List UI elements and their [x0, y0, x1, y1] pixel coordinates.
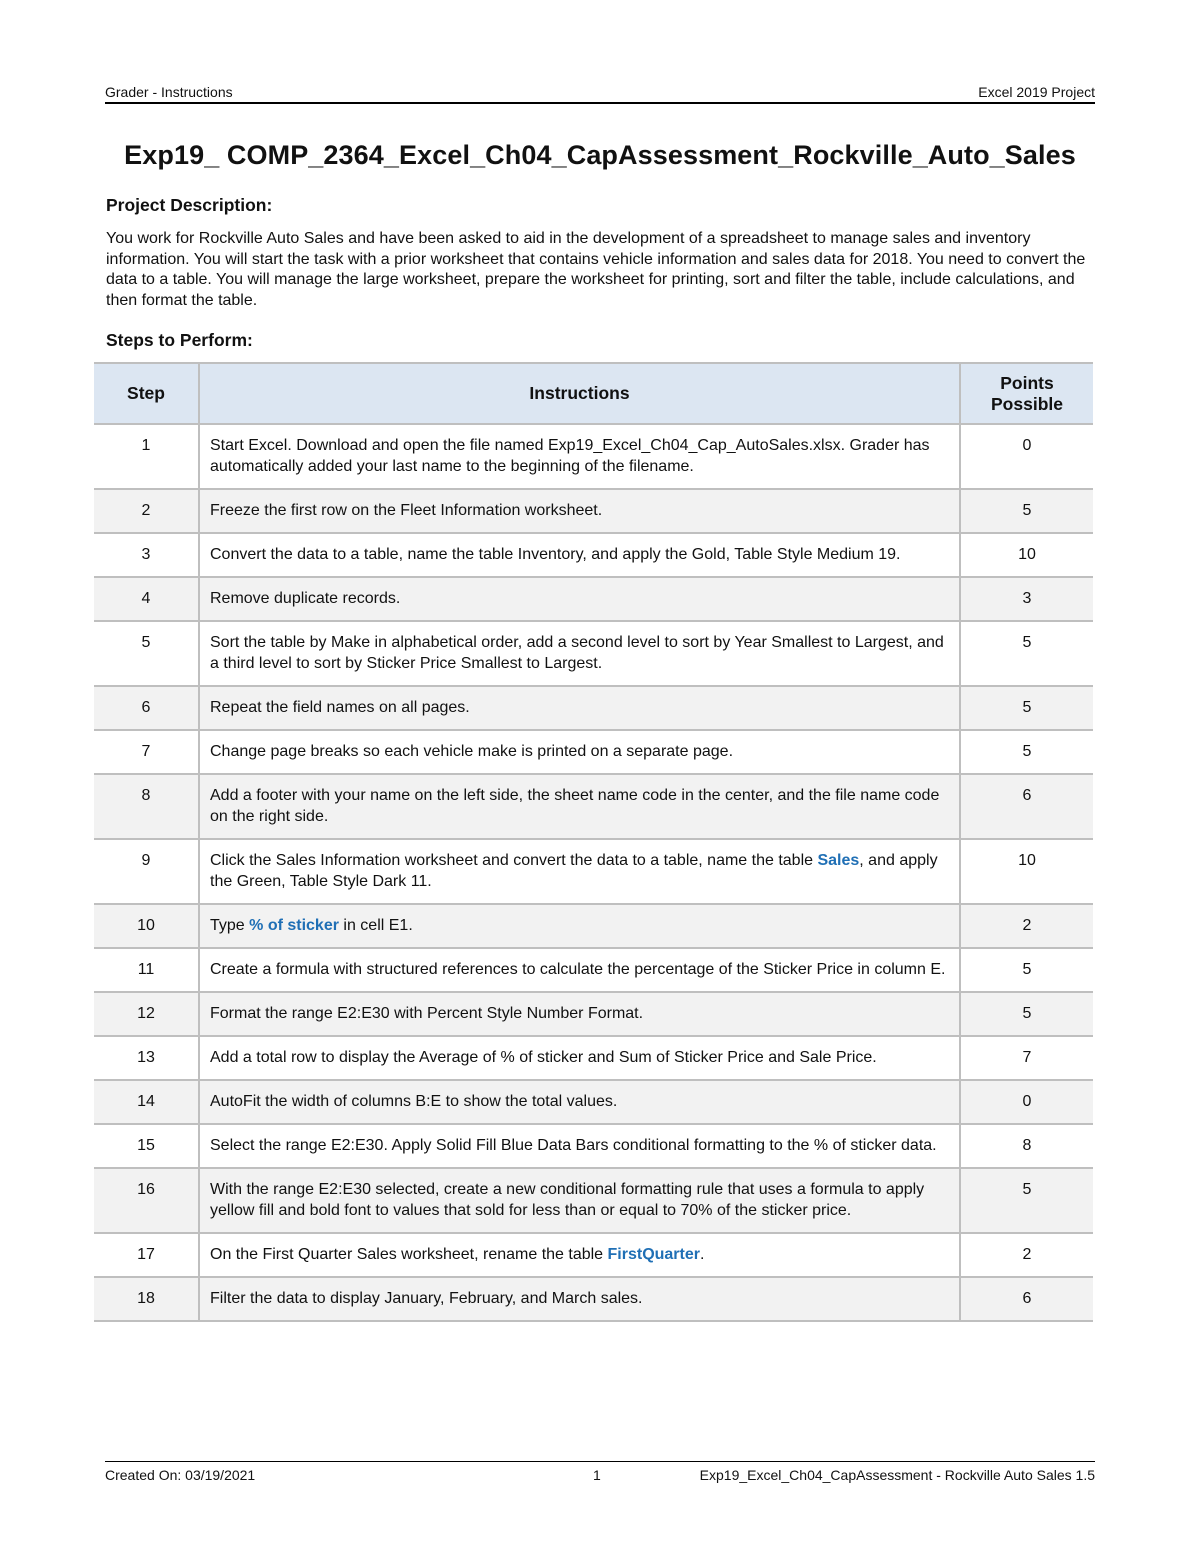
step-instruction	[199, 839, 960, 904]
step-points: 10	[960, 839, 1093, 904]
step-instruction	[199, 1233, 960, 1277]
instruction-text-before: On the First Quarter Sales worksheet, rename the table	[210, 1246, 608, 1263]
project-description-text: You work for Rockville Auto Sales and have been asked to aid in the development of a spreadsheet to manage sales and inventory information. You will start the task with a prior worksheet that contains vehicle information and sales data for 2018. You need to convert the data to a table. You will manage the large worksheet, prepare the worksheet for printing, sort and filter the table, include calculations, and then format the table.	[106, 230, 1086, 309]
step-number: 1	[94, 424, 199, 489]
step-points: 0	[960, 1080, 1093, 1124]
step-number: 3	[94, 533, 199, 577]
table-row	[94, 686, 1093, 730]
step-number: 12	[94, 992, 199, 1036]
step-instruction: Convert the data to a table, name the table Inventory, and apply the Gold, Table Style Medium 19.	[199, 533, 960, 577]
highlighted-cell-text: % of sticker	[249, 917, 339, 934]
step-instruction: With the range E2:E30 selected, create a new conditional formatting rule that uses a formula to apply yellow fill and bold font to values that sold for less than or equal to 70% of the sticker price.	[199, 1168, 960, 1233]
step-instruction: Format the range E2:E30 with Percent Style Number Format.	[199, 992, 960, 1036]
step-number: 7	[94, 730, 199, 774]
footer-document-name: Exp19_Excel_Ch04_CapAssessment - Rockville Auto Sales 1.5	[699, 1467, 1095, 1483]
step-points: 6	[960, 774, 1093, 839]
steps-table-header-row	[94, 363, 1093, 424]
instruction-text-after: , and apply the Green, Table Style Dark 11.	[210, 852, 938, 890]
step-instruction: Sort the table by Make in alphabetical order, add a second level to sort by Year Smallest to Largest, and a third level to sort by Sticker Price Smallest to Largest.	[199, 621, 960, 686]
step-number: 6	[94, 686, 199, 730]
step-points: 5	[960, 1168, 1093, 1233]
table-row	[94, 948, 1093, 992]
page-footer	[105, 1461, 1095, 1486]
table-row	[94, 489, 1093, 533]
column-header-points: Points Possible	[960, 363, 1093, 424]
step-instruction: Add a total row to display the Average of % of sticker and Sum of Sticker Price and Sale Price.	[199, 1036, 960, 1080]
step-number: 14	[94, 1080, 199, 1124]
step-points: 3	[960, 577, 1093, 621]
highlighted-table-name: Sales	[817, 852, 860, 869]
step-points: 5	[960, 730, 1093, 774]
table-row	[94, 1168, 1093, 1233]
step-instruction: Repeat the field names on all pages.	[199, 686, 960, 730]
step-instruction: Select the range E2:E30. Apply Solid Fill Blue Data Bars conditional formatting to the % of sticker data.	[199, 1124, 960, 1168]
step-points: 5	[960, 686, 1093, 730]
step-number: 18	[94, 1277, 199, 1321]
table-row	[94, 1124, 1093, 1168]
step-number: 10	[94, 904, 199, 948]
step-number: 16	[94, 1168, 199, 1233]
table-row	[94, 424, 1093, 489]
step-number: 17	[94, 1233, 199, 1277]
step-points: 10	[960, 533, 1093, 577]
table-row	[94, 621, 1093, 686]
instruction-text-after: .	[699, 1246, 705, 1263]
column-header-instructions: Instructions	[199, 363, 960, 424]
document-title: Exp19_ COMP_2364_Excel_Ch04_CapAssessment_Rockville_Auto_Sales	[124, 140, 1076, 170]
step-number: 2	[94, 489, 199, 533]
footer-page-number: 1	[593, 1467, 601, 1483]
step-points: 6	[960, 1277, 1093, 1321]
table-row	[94, 839, 1093, 904]
step-points: 8	[960, 1124, 1093, 1168]
step-points: 5	[960, 621, 1093, 686]
instruction-text-before: Click the Sales Information worksheet and convert the data to a table, name the table	[210, 852, 818, 869]
step-points: 7	[960, 1036, 1093, 1080]
step-instruction: Add a footer with your name on the left side, the sheet name code in the center, and the file name code on the right side.	[199, 774, 960, 839]
step-instruction	[199, 904, 960, 948]
step-number: 4	[94, 577, 199, 621]
step-instruction: Filter the data to display January, February, and March sales.	[199, 1277, 960, 1321]
table-row	[94, 1277, 1093, 1321]
table-row	[94, 1233, 1093, 1277]
header-left-text: Grader - Instructions	[105, 84, 233, 100]
step-points: 0	[960, 424, 1093, 489]
steps-heading: Steps to Perform:	[106, 330, 253, 350]
step-number: 9	[94, 839, 199, 904]
steps-table	[94, 362, 1093, 1322]
table-row	[94, 1036, 1093, 1080]
step-number: 8	[94, 774, 199, 839]
step-number: 13	[94, 1036, 199, 1080]
highlighted-table-name: FirstQuarter	[607, 1246, 700, 1263]
step-number: 5	[94, 621, 199, 686]
step-number: 15	[94, 1124, 199, 1168]
column-header-step: Step	[94, 363, 199, 424]
table-row	[94, 577, 1093, 621]
instruction-text-after: in cell E1.	[338, 917, 413, 934]
header-right-text: Excel 2019 Project	[978, 84, 1095, 100]
step-points: 5	[960, 489, 1093, 533]
step-number: 11	[94, 948, 199, 992]
step-instruction: Start Excel. Download and open the file named Exp19_Excel_Ch04_Cap_AutoSales.xlsx. Grader has automatically added your last name to the beginning of the filename.	[199, 424, 960, 489]
step-points: 5	[960, 992, 1093, 1036]
table-row	[94, 1080, 1093, 1124]
table-row	[94, 992, 1093, 1036]
step-points: 5	[960, 948, 1093, 992]
table-row	[94, 904, 1093, 948]
table-row	[94, 533, 1093, 577]
step-instruction: Remove duplicate records.	[199, 577, 960, 621]
instruction-text-before: Type	[210, 917, 250, 934]
table-row	[94, 774, 1093, 839]
step-instruction: Change page breaks so each vehicle make is printed on a separate page.	[199, 730, 960, 774]
step-instruction: Create a formula with structured references to calculate the percentage of the Sticker Price in column E.	[199, 948, 960, 992]
page-header	[105, 82, 1095, 104]
step-points: 2	[960, 904, 1093, 948]
footer-created-date: Created On: 03/19/2021	[105, 1467, 256, 1483]
step-instruction: Freeze the first row on the Fleet Information worksheet.	[199, 489, 960, 533]
project-description-heading: Project Description:	[106, 195, 273, 215]
step-instruction: AutoFit the width of columns B:E to show the total values.	[199, 1080, 960, 1124]
table-row	[94, 730, 1093, 774]
step-points: 2	[960, 1233, 1093, 1277]
